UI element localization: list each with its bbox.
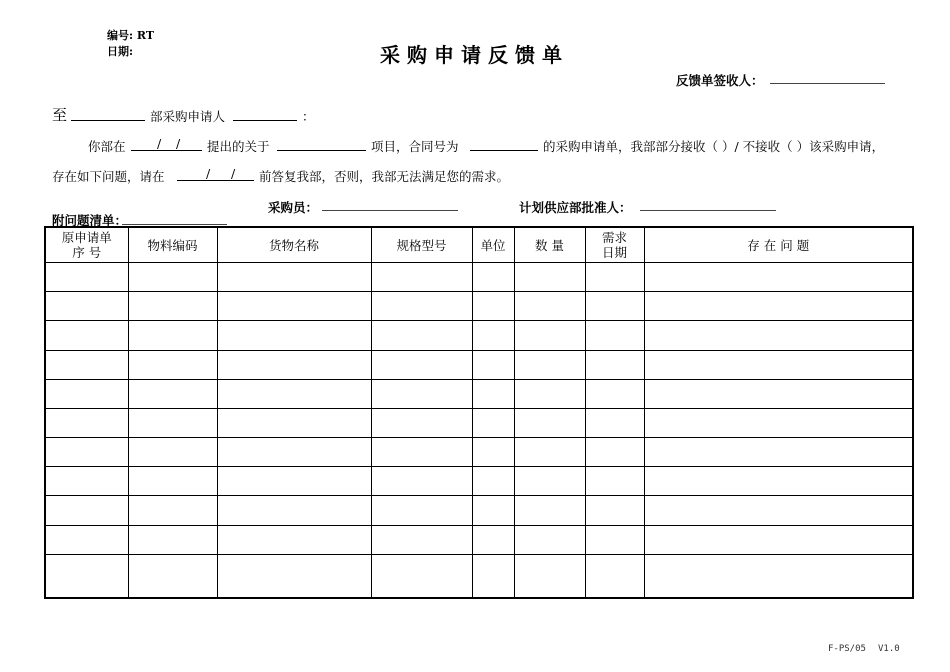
table-cell[interactable] [128, 496, 217, 525]
table-cell[interactable] [585, 321, 644, 350]
table-row [45, 350, 913, 379]
table-cell[interactable] [644, 438, 913, 467]
contract-no-blank[interactable] [470, 138, 538, 151]
table-cell[interactable] [585, 350, 644, 379]
project-blank[interactable] [277, 138, 366, 151]
applicant-blank[interactable] [233, 108, 297, 121]
form-date-label: 日期: [107, 45, 134, 58]
date-sep-1: / [157, 136, 162, 151]
col-spec-model: 规格型号 [371, 227, 472, 263]
table-cell[interactable] [371, 554, 472, 598]
table-cell[interactable] [45, 525, 128, 554]
col-goods-name: 货物名称 [217, 227, 371, 263]
table-cell[interactable] [514, 408, 585, 437]
table-cell[interactable] [371, 438, 472, 467]
table-cell[interactable] [128, 408, 217, 437]
table-cell[interactable] [644, 263, 913, 292]
table-cell[interactable] [45, 321, 128, 350]
table-cell[interactable] [585, 292, 644, 321]
table-cell[interactable] [371, 408, 472, 437]
line1-text-d: 的采购申请单，我部部分接收（ ）/ 不接收（ ）该采购申请， [543, 139, 885, 154]
table-cell[interactable] [472, 408, 514, 437]
date-sep-4: / [231, 166, 236, 181]
table-cell[interactable] [371, 379, 472, 408]
table-row [45, 408, 913, 437]
table-cell[interactable] [644, 554, 913, 598]
table-cell[interactable] [472, 525, 514, 554]
table-cell[interactable] [45, 438, 128, 467]
table-cell[interactable] [45, 379, 128, 408]
table-cell[interactable] [472, 321, 514, 350]
table-cell[interactable] [472, 496, 514, 525]
table-cell[interactable] [217, 408, 371, 437]
table-cell[interactable] [644, 525, 913, 554]
table-cell[interactable] [644, 350, 913, 379]
table-cell[interactable] [585, 438, 644, 467]
table-cell[interactable] [128, 438, 217, 467]
table-row [45, 438, 913, 467]
page-title: 采购申请反馈单 [380, 43, 569, 67]
dept-applicant-label: 部采购申请人 [150, 109, 226, 124]
table-cell[interactable] [217, 379, 371, 408]
table-cell[interactable] [514, 292, 585, 321]
to-label: 至 [52, 106, 68, 124]
table-cell[interactable] [128, 467, 217, 496]
table-cell[interactable] [472, 554, 514, 598]
table-cell[interactable] [45, 350, 128, 379]
table-cell[interactable] [472, 263, 514, 292]
table-cell[interactable] [514, 554, 585, 598]
table-cell[interactable] [128, 525, 217, 554]
form-number: F-PS/05 [828, 644, 866, 654]
table-cell[interactable] [472, 438, 514, 467]
table-cell[interactable] [514, 438, 585, 467]
table-cell[interactable] [514, 525, 585, 554]
date-sep-3: / [206, 166, 211, 181]
col-required-date: 需求 日期 [585, 227, 644, 263]
table-cell[interactable] [128, 379, 217, 408]
table-cell[interactable] [644, 496, 913, 525]
table-cell[interactable] [585, 408, 644, 437]
table-cell[interactable] [128, 554, 217, 598]
table-cell[interactable] [371, 467, 472, 496]
line2-text-b: 前答复我部，否则，我部无法满足您的需求。 [259, 169, 510, 184]
table-cell[interactable] [585, 525, 644, 554]
table-cell[interactable] [371, 525, 472, 554]
table-cell[interactable] [514, 263, 585, 292]
table-cell[interactable] [217, 350, 371, 379]
table-cell[interactable] [217, 467, 371, 496]
table-cell[interactable] [217, 554, 371, 598]
table-cell[interactable] [128, 292, 217, 321]
col-issues: 存 在 问 题 [644, 227, 913, 263]
table-cell[interactable] [128, 321, 217, 350]
table-cell[interactable] [644, 292, 913, 321]
receiver-blank[interactable] [770, 83, 885, 84]
table-cell[interactable] [514, 350, 585, 379]
table-row [45, 525, 913, 554]
table-cell[interactable] [217, 263, 371, 292]
purchaser-label: 采购员： [268, 200, 319, 215]
table-cell[interactable] [128, 263, 217, 292]
purchaser-blank[interactable] [322, 210, 458, 211]
col-original-no: 原申请单 序 号 [45, 227, 128, 263]
receiver-label: 反馈单签收人： [676, 73, 764, 88]
table-cell[interactable] [514, 321, 585, 350]
table-cell[interactable] [217, 292, 371, 321]
line1-text-a: 你部在 [88, 139, 126, 154]
form-code: 编号: RT [107, 29, 155, 42]
caption-underline [122, 224, 227, 225]
table-cell[interactable] [45, 496, 128, 525]
line1-text-b: 提出的关于 [207, 139, 270, 154]
department-blank[interactable] [71, 108, 145, 121]
table-cell[interactable] [644, 467, 913, 496]
table-row [45, 554, 913, 598]
form-version: V1.0 [878, 644, 900, 654]
table-cell[interactable] [217, 438, 371, 467]
col-material-code: 物料编码 [128, 227, 217, 263]
table-cell[interactable] [128, 350, 217, 379]
table-cell[interactable] [371, 263, 472, 292]
colon: ： [302, 109, 315, 124]
table-cell[interactable] [472, 292, 514, 321]
table-row [45, 263, 913, 292]
line1-text-c: 项目，合同号为 [371, 139, 459, 154]
issue-table [44, 226, 914, 599]
table-cell[interactable] [217, 496, 371, 525]
table-cell[interactable] [371, 350, 472, 379]
table-row [45, 496, 913, 525]
table-row [45, 379, 913, 408]
table-cell[interactable] [45, 263, 128, 292]
table-cell[interactable] [585, 467, 644, 496]
table-cell[interactable] [585, 379, 644, 408]
table-row [45, 467, 913, 496]
reply-date-blank[interactable] [177, 168, 254, 181]
table-cell[interactable] [371, 321, 472, 350]
table-cell[interactable] [45, 554, 128, 598]
table-cell[interactable] [371, 292, 472, 321]
table-cell[interactable] [585, 263, 644, 292]
approver-label: 计划供应部批准人： [519, 200, 632, 215]
table-cell[interactable] [217, 525, 371, 554]
table-cell[interactable] [514, 467, 585, 496]
table-cell[interactable] [644, 321, 913, 350]
date-sep-2: / [176, 136, 181, 151]
line2-text-a: 存在如下问题，请在 [52, 169, 165, 184]
submit-date-blank[interactable] [131, 138, 202, 151]
table-cell[interactable] [217, 321, 371, 350]
table-cell[interactable] [472, 467, 514, 496]
table-cell[interactable] [644, 408, 913, 437]
table-cell[interactable] [45, 467, 128, 496]
table-cell[interactable] [644, 379, 913, 408]
table-cell[interactable] [585, 496, 644, 525]
table-row [45, 321, 913, 350]
table-cell[interactable] [371, 496, 472, 525]
table-cell[interactable] [514, 496, 585, 525]
table-header-row [45, 227, 913, 263]
table-cell[interactable] [514, 379, 585, 408]
approver-blank[interactable] [640, 210, 776, 211]
table-cell[interactable] [45, 408, 128, 437]
col-unit: 单位 [472, 227, 514, 263]
table-cell[interactable] [472, 379, 514, 408]
issue-list-caption: 附问题清单： [52, 213, 128, 228]
table-cell[interactable] [472, 350, 514, 379]
col-quantity: 数 量 [514, 227, 585, 263]
table-cell[interactable] [585, 554, 644, 598]
table-row [45, 292, 913, 321]
table-cell[interactable] [45, 292, 128, 321]
